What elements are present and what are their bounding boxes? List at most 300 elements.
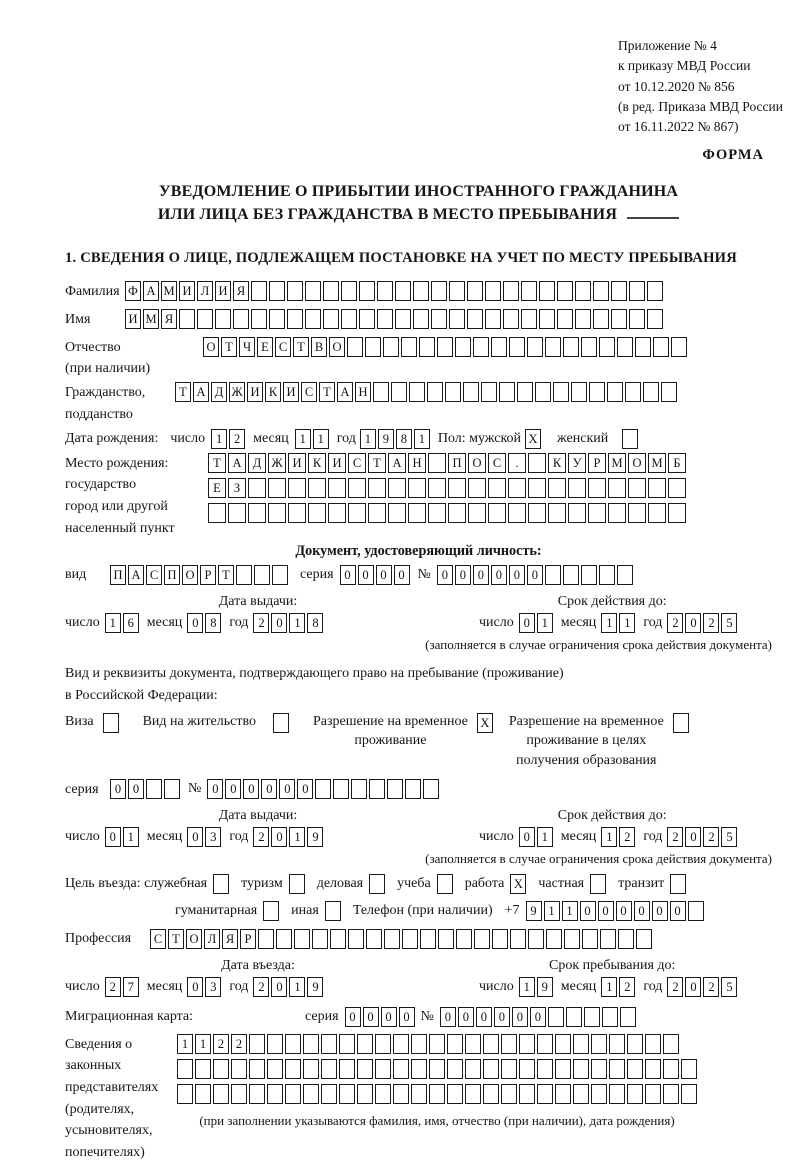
- char-cell[interactable]: С: [150, 929, 166, 949]
- char-cell[interactable]: [492, 929, 508, 949]
- char-cell[interactable]: [373, 382, 389, 402]
- char-cell[interactable]: [321, 1034, 337, 1054]
- char-cell[interactable]: [393, 1059, 409, 1079]
- char-cell[interactable]: [393, 1034, 409, 1054]
- char-cell[interactable]: [368, 503, 386, 523]
- char-cell[interactable]: [368, 478, 386, 498]
- char-cell[interactable]: [483, 1034, 499, 1054]
- char-cell[interactable]: 2: [667, 613, 683, 633]
- char-cell[interactable]: [481, 382, 497, 402]
- char-cell[interactable]: [545, 565, 561, 585]
- char-cell[interactable]: [325, 901, 341, 921]
- char-cell[interactable]: 1: [289, 977, 305, 997]
- visa-checkbox[interactable]: [103, 713, 119, 733]
- char-cell[interactable]: [197, 309, 213, 329]
- char-cell[interactable]: [575, 281, 591, 301]
- char-cell[interactable]: [627, 1084, 643, 1104]
- profession-input[interactable]: [150, 929, 652, 949]
- char-cell[interactable]: [164, 779, 180, 799]
- char-cell[interactable]: [537, 1084, 553, 1104]
- char-cell[interactable]: [231, 1084, 247, 1104]
- legal-rep-line1-input[interactable]: [177, 1034, 697, 1054]
- permit-valid-month-input[interactable]: [601, 827, 635, 847]
- birth-month-input[interactable]: [295, 429, 329, 449]
- permit-valid-day-input[interactable]: [519, 827, 553, 847]
- char-cell[interactable]: 0: [527, 565, 543, 585]
- char-cell[interactable]: 2: [703, 613, 719, 633]
- char-cell[interactable]: [465, 1084, 481, 1104]
- char-cell[interactable]: [608, 478, 626, 498]
- char-cell[interactable]: [395, 281, 411, 301]
- char-cell[interactable]: [348, 503, 366, 523]
- purpose-study-checkbox[interactable]: [437, 874, 453, 894]
- char-cell[interactable]: С: [275, 337, 291, 357]
- char-cell[interactable]: [463, 382, 479, 402]
- char-cell[interactable]: 2: [253, 613, 269, 633]
- char-cell[interactable]: [627, 1059, 643, 1079]
- char-cell[interactable]: 0: [652, 901, 668, 921]
- surname-input[interactable]: [125, 281, 663, 301]
- char-cell[interactable]: 2: [703, 977, 719, 997]
- char-cell[interactable]: [228, 503, 246, 523]
- char-cell[interactable]: [499, 382, 515, 402]
- char-cell[interactable]: [465, 1059, 481, 1079]
- char-cell[interactable]: [328, 503, 346, 523]
- char-cell[interactable]: 1: [414, 429, 430, 449]
- char-cell[interactable]: И: [247, 382, 263, 402]
- char-cell[interactable]: 0: [394, 565, 410, 585]
- char-cell[interactable]: [521, 309, 537, 329]
- char-cell[interactable]: О: [203, 337, 219, 357]
- char-cell[interactable]: [339, 1084, 355, 1104]
- char-cell[interactable]: [251, 281, 267, 301]
- birthplace-line2-input[interactable]: [208, 478, 686, 498]
- char-cell[interactable]: [287, 281, 303, 301]
- char-cell[interactable]: .: [508, 453, 526, 473]
- char-cell[interactable]: [668, 503, 686, 523]
- char-cell[interactable]: 5: [721, 613, 737, 633]
- char-cell[interactable]: [485, 309, 501, 329]
- char-cell[interactable]: [647, 281, 663, 301]
- char-cell[interactable]: 0: [363, 1007, 379, 1027]
- char-cell[interactable]: [254, 565, 270, 585]
- char-cell[interactable]: А: [193, 382, 209, 402]
- char-cell[interactable]: М: [608, 453, 626, 473]
- char-cell[interactable]: [661, 382, 677, 402]
- char-cell[interactable]: [321, 1059, 337, 1079]
- char-cell[interactable]: [339, 1034, 355, 1054]
- char-cell[interactable]: 1: [289, 827, 305, 847]
- char-cell[interactable]: [437, 874, 453, 894]
- char-cell[interactable]: [383, 337, 399, 357]
- char-cell[interactable]: 0: [261, 779, 277, 799]
- entry-day-input[interactable]: [105, 977, 139, 997]
- char-cell[interactable]: [273, 713, 289, 733]
- char-cell[interactable]: [357, 1084, 373, 1104]
- char-cell[interactable]: [593, 281, 609, 301]
- char-cell[interactable]: И: [288, 453, 306, 473]
- char-cell[interactable]: [431, 281, 447, 301]
- char-cell[interactable]: [413, 281, 429, 301]
- char-cell[interactable]: С: [146, 565, 162, 585]
- char-cell[interactable]: [681, 1059, 697, 1079]
- char-cell[interactable]: X: [510, 874, 526, 894]
- char-cell[interactable]: [607, 382, 623, 402]
- char-cell[interactable]: [339, 1059, 355, 1079]
- char-cell[interactable]: [377, 281, 393, 301]
- char-cell[interactable]: [402, 929, 418, 949]
- char-cell[interactable]: 0: [340, 565, 356, 585]
- char-cell[interactable]: 0: [670, 901, 686, 921]
- char-cell[interactable]: [582, 929, 598, 949]
- char-cell[interactable]: 3: [205, 827, 221, 847]
- char-cell[interactable]: [537, 1059, 553, 1079]
- char-cell[interactable]: [179, 309, 195, 329]
- char-cell[interactable]: 0: [512, 1007, 528, 1027]
- char-cell[interactable]: [668, 478, 686, 498]
- char-cell[interactable]: [249, 1034, 265, 1054]
- char-cell[interactable]: 9: [526, 901, 542, 921]
- char-cell[interactable]: [557, 309, 573, 329]
- char-cell[interactable]: [268, 503, 286, 523]
- char-cell[interactable]: [609, 1059, 625, 1079]
- char-cell[interactable]: 2: [703, 827, 719, 847]
- char-cell[interactable]: [501, 1034, 517, 1054]
- char-cell[interactable]: [568, 478, 586, 498]
- char-cell[interactable]: [467, 309, 483, 329]
- char-cell[interactable]: [177, 1084, 193, 1104]
- char-cell[interactable]: [405, 779, 421, 799]
- char-cell[interactable]: [508, 503, 526, 523]
- char-cell[interactable]: А: [128, 565, 144, 585]
- char-cell[interactable]: 1: [601, 613, 617, 633]
- char-cell[interactable]: [483, 1059, 499, 1079]
- char-cell[interactable]: [369, 874, 385, 894]
- char-cell[interactable]: 1: [177, 1034, 193, 1054]
- birthplace-line3-input[interactable]: [208, 503, 686, 523]
- char-cell[interactable]: [285, 1084, 301, 1104]
- char-cell[interactable]: 1: [519, 977, 535, 997]
- char-cell[interactable]: 5: [721, 977, 737, 997]
- char-cell[interactable]: П: [448, 453, 466, 473]
- char-cell[interactable]: О: [186, 929, 202, 949]
- char-cell[interactable]: 2: [105, 977, 121, 997]
- char-cell[interactable]: [670, 874, 686, 894]
- char-cell[interactable]: [488, 478, 506, 498]
- char-cell[interactable]: 1: [313, 429, 329, 449]
- char-cell[interactable]: [663, 1084, 679, 1104]
- char-cell[interactable]: О: [329, 337, 345, 357]
- char-cell[interactable]: [537, 1034, 553, 1054]
- char-cell[interactable]: 0: [110, 779, 126, 799]
- char-cell[interactable]: [251, 309, 267, 329]
- char-cell[interactable]: 1: [211, 429, 227, 449]
- char-cell[interactable]: Я: [161, 309, 177, 329]
- char-cell[interactable]: М: [161, 281, 177, 301]
- char-cell[interactable]: [629, 281, 645, 301]
- char-cell[interactable]: [611, 281, 627, 301]
- char-cell[interactable]: Е: [257, 337, 273, 357]
- doc-issue-day-input[interactable]: [105, 613, 139, 633]
- char-cell[interactable]: 5: [721, 827, 737, 847]
- char-cell[interactable]: [420, 929, 436, 949]
- char-cell[interactable]: 0: [476, 1007, 492, 1027]
- char-cell[interactable]: [647, 309, 663, 329]
- char-cell[interactable]: Я: [222, 929, 238, 949]
- char-cell[interactable]: [308, 478, 326, 498]
- char-cell[interactable]: [648, 503, 666, 523]
- legal-rep-line3-input[interactable]: [177, 1084, 697, 1104]
- permit-number-input[interactable]: [207, 779, 439, 799]
- char-cell[interactable]: 0: [580, 901, 596, 921]
- char-cell[interactable]: [448, 478, 466, 498]
- char-cell[interactable]: О: [628, 453, 646, 473]
- char-cell[interactable]: [411, 1059, 427, 1079]
- char-cell[interactable]: [563, 565, 579, 585]
- stay-year-input[interactable]: [667, 977, 737, 997]
- citizenship-input[interactable]: [175, 382, 677, 402]
- char-cell[interactable]: [357, 1034, 373, 1054]
- char-cell[interactable]: 0: [207, 779, 223, 799]
- purpose-private-checkbox[interactable]: [590, 874, 606, 894]
- char-cell[interactable]: [393, 1084, 409, 1104]
- char-cell[interactable]: [590, 874, 606, 894]
- char-cell[interactable]: [465, 1034, 481, 1054]
- char-cell[interactable]: [231, 1059, 247, 1079]
- char-cell[interactable]: 2: [667, 827, 683, 847]
- entry-month-input[interactable]: [187, 977, 221, 997]
- char-cell[interactable]: Т: [368, 453, 386, 473]
- char-cell[interactable]: [267, 1059, 283, 1079]
- char-cell[interactable]: С: [301, 382, 317, 402]
- migcard-series-input[interactable]: [345, 1007, 415, 1027]
- char-cell[interactable]: [635, 337, 651, 357]
- char-cell[interactable]: [249, 1059, 265, 1079]
- char-cell[interactable]: [287, 309, 303, 329]
- char-cell[interactable]: [267, 1034, 283, 1054]
- char-cell[interactable]: Е: [208, 478, 226, 498]
- char-cell[interactable]: [288, 503, 306, 523]
- char-cell[interactable]: [429, 1059, 445, 1079]
- char-cell[interactable]: [357, 1059, 373, 1079]
- char-cell[interactable]: [341, 281, 357, 301]
- char-cell[interactable]: [269, 281, 285, 301]
- char-cell[interactable]: Т: [293, 337, 309, 357]
- char-cell[interactable]: [609, 1084, 625, 1104]
- char-cell[interactable]: И: [179, 281, 195, 301]
- char-cell[interactable]: 0: [437, 565, 453, 585]
- char-cell[interactable]: [620, 1007, 636, 1027]
- char-cell[interactable]: [294, 929, 310, 949]
- purpose-business-checkbox[interactable]: [369, 874, 385, 894]
- char-cell[interactable]: [428, 478, 446, 498]
- char-cell[interactable]: [248, 503, 266, 523]
- char-cell[interactable]: 0: [271, 977, 287, 997]
- char-cell[interactable]: А: [228, 453, 246, 473]
- char-cell[interactable]: [588, 478, 606, 498]
- char-cell[interactable]: [557, 281, 573, 301]
- char-cell[interactable]: [548, 1007, 564, 1027]
- char-cell[interactable]: [359, 309, 375, 329]
- char-cell[interactable]: [563, 337, 579, 357]
- char-cell[interactable]: [411, 1084, 427, 1104]
- doc-kind-input[interactable]: [110, 565, 288, 585]
- char-cell[interactable]: 6: [123, 613, 139, 633]
- char-cell[interactable]: 8: [205, 613, 221, 633]
- char-cell[interactable]: 2: [619, 827, 635, 847]
- char-cell[interactable]: 0: [685, 613, 701, 633]
- char-cell[interactable]: С: [488, 453, 506, 473]
- char-cell[interactable]: 0: [634, 901, 650, 921]
- male-checkbox[interactable]: [525, 429, 541, 449]
- char-cell[interactable]: В: [311, 337, 327, 357]
- char-cell[interactable]: 0: [519, 827, 535, 847]
- char-cell[interactable]: 0: [616, 901, 632, 921]
- doc-valid-month-input[interactable]: [601, 613, 635, 633]
- char-cell[interactable]: Т: [218, 565, 234, 585]
- birth-day-input[interactable]: [211, 429, 245, 449]
- char-cell[interactable]: [195, 1084, 211, 1104]
- char-cell[interactable]: [673, 713, 689, 733]
- char-cell[interactable]: [600, 929, 616, 949]
- char-cell[interactable]: [625, 382, 641, 402]
- char-cell[interactable]: [627, 1034, 643, 1054]
- char-cell[interactable]: [602, 1007, 618, 1027]
- char-cell[interactable]: [545, 337, 561, 357]
- char-cell[interactable]: 7: [123, 977, 139, 997]
- char-cell[interactable]: С: [348, 453, 366, 473]
- char-cell[interactable]: [609, 1034, 625, 1054]
- char-cell[interactable]: Р: [200, 565, 216, 585]
- char-cell[interactable]: [431, 309, 447, 329]
- char-cell[interactable]: [485, 281, 501, 301]
- char-cell[interactable]: [573, 1034, 589, 1054]
- char-cell[interactable]: К: [308, 453, 326, 473]
- entry-year-input[interactable]: [253, 977, 323, 997]
- char-cell[interactable]: [248, 478, 266, 498]
- char-cell[interactable]: [488, 503, 506, 523]
- char-cell[interactable]: Т: [319, 382, 335, 402]
- char-cell[interactable]: [548, 478, 566, 498]
- temp-residence-edu-checkbox[interactable]: [673, 713, 689, 733]
- char-cell[interactable]: Т: [175, 382, 191, 402]
- char-cell[interactable]: Л: [197, 281, 213, 301]
- char-cell[interactable]: [584, 1007, 600, 1027]
- char-cell[interactable]: Т: [168, 929, 184, 949]
- given-name-input[interactable]: [125, 309, 663, 329]
- char-cell[interactable]: 1: [295, 429, 311, 449]
- char-cell[interactable]: [359, 281, 375, 301]
- char-cell[interactable]: М: [648, 453, 666, 473]
- char-cell[interactable]: 1: [601, 977, 617, 997]
- char-cell[interactable]: 9: [307, 827, 323, 847]
- char-cell[interactable]: [555, 1034, 571, 1054]
- char-cell[interactable]: М: [143, 309, 159, 329]
- permit-issue-day-input[interactable]: [105, 827, 139, 847]
- char-cell[interactable]: 0: [440, 1007, 456, 1027]
- char-cell[interactable]: 0: [187, 613, 203, 633]
- char-cell[interactable]: 1: [195, 1034, 211, 1054]
- char-cell[interactable]: Ф: [125, 281, 141, 301]
- char-cell[interactable]: [573, 1059, 589, 1079]
- char-cell[interactable]: [447, 1034, 463, 1054]
- char-cell[interactable]: [348, 478, 366, 498]
- char-cell[interactable]: 0: [399, 1007, 415, 1027]
- char-cell[interactable]: 0: [187, 977, 203, 997]
- char-cell[interactable]: 8: [396, 429, 412, 449]
- char-cell[interactable]: И: [283, 382, 299, 402]
- char-cell[interactable]: [323, 281, 339, 301]
- char-cell[interactable]: [323, 309, 339, 329]
- char-cell[interactable]: [618, 929, 634, 949]
- char-cell[interactable]: 0: [509, 565, 525, 585]
- char-cell[interactable]: 2: [213, 1034, 229, 1054]
- char-cell[interactable]: [599, 337, 615, 357]
- char-cell[interactable]: X: [525, 429, 541, 449]
- char-cell[interactable]: 9: [378, 429, 394, 449]
- char-cell[interactable]: 0: [530, 1007, 546, 1027]
- char-cell[interactable]: [195, 1059, 211, 1079]
- char-cell[interactable]: [535, 382, 551, 402]
- char-cell[interactable]: [423, 779, 439, 799]
- char-cell[interactable]: 0: [105, 827, 121, 847]
- char-cell[interactable]: [519, 1059, 535, 1079]
- char-cell[interactable]: [528, 503, 546, 523]
- char-cell[interactable]: О: [468, 453, 486, 473]
- char-cell[interactable]: [455, 337, 471, 357]
- char-cell[interactable]: [437, 337, 453, 357]
- char-cell[interactable]: 0: [458, 1007, 474, 1027]
- char-cell[interactable]: [276, 929, 292, 949]
- char-cell[interactable]: [546, 929, 562, 949]
- char-cell[interactable]: [428, 453, 446, 473]
- char-cell[interactable]: 1: [289, 613, 305, 633]
- char-cell[interactable]: [629, 309, 645, 329]
- char-cell[interactable]: П: [110, 565, 126, 585]
- char-cell[interactable]: [388, 503, 406, 523]
- char-cell[interactable]: З: [228, 478, 246, 498]
- char-cell[interactable]: [312, 929, 328, 949]
- birthplace-line1-input[interactable]: [208, 453, 686, 473]
- char-cell[interactable]: [491, 337, 507, 357]
- char-cell[interactable]: И: [328, 453, 346, 473]
- female-checkbox[interactable]: [622, 429, 638, 449]
- legal-rep-line2-input[interactable]: [177, 1059, 697, 1079]
- char-cell[interactable]: [517, 382, 533, 402]
- char-cell[interactable]: 0: [685, 827, 701, 847]
- char-cell[interactable]: [208, 503, 226, 523]
- char-cell[interactable]: [527, 337, 543, 357]
- char-cell[interactable]: [388, 478, 406, 498]
- char-cell[interactable]: [428, 503, 446, 523]
- char-cell[interactable]: [503, 281, 519, 301]
- char-cell[interactable]: [571, 382, 587, 402]
- char-cell[interactable]: [468, 503, 486, 523]
- char-cell[interactable]: 1: [360, 429, 376, 449]
- char-cell[interactable]: [341, 309, 357, 329]
- char-cell[interactable]: [589, 382, 605, 402]
- char-cell[interactable]: [315, 779, 331, 799]
- char-cell[interactable]: [617, 565, 633, 585]
- char-cell[interactable]: 0: [685, 977, 701, 997]
- phone-input[interactable]: [526, 901, 704, 921]
- char-cell[interactable]: [303, 1059, 319, 1079]
- char-cell[interactable]: 0: [271, 827, 287, 847]
- char-cell[interactable]: [215, 309, 231, 329]
- char-cell[interactable]: [611, 309, 627, 329]
- char-cell[interactable]: [510, 929, 526, 949]
- char-cell[interactable]: 1: [123, 827, 139, 847]
